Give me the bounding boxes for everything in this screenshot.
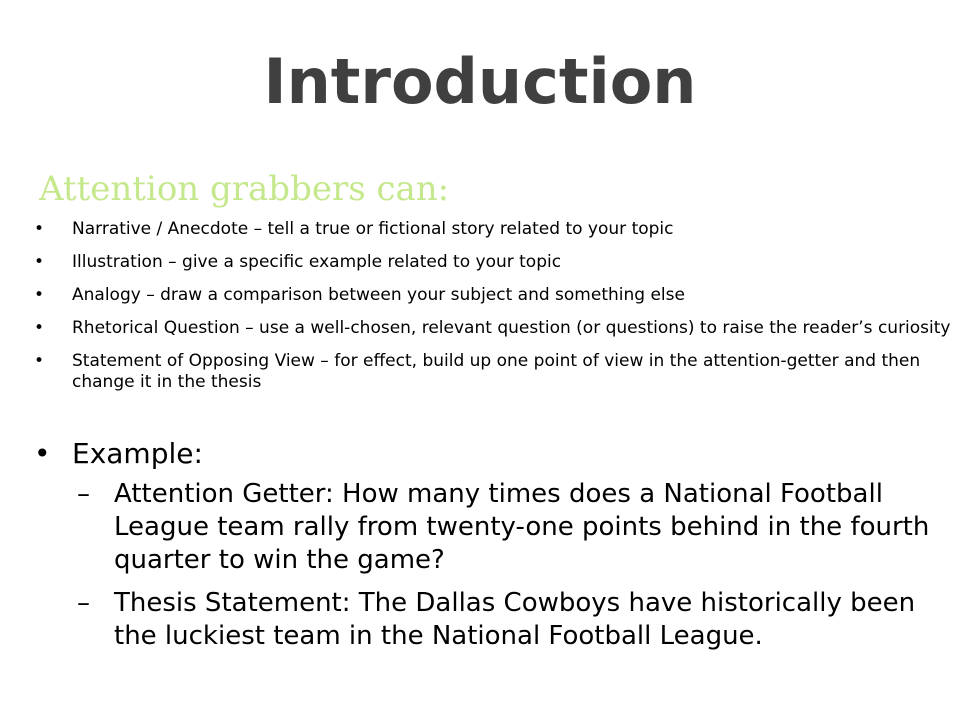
- bullet-icon: •: [34, 318, 45, 338]
- list-item: [34, 219, 954, 240]
- example-item: [34, 587, 954, 653]
- list-item-text: Statement of Opposing View – for effect, build up one point of view in the attention-getter and then change it in the thesis: [72, 351, 921, 392]
- bullet-icon: •: [34, 285, 45, 305]
- bullet-icon: •: [34, 252, 45, 272]
- example-item-text: Thesis Statement: The Dallas Cowboys have historically been the luckiest team in the National Football League.: [114, 588, 916, 651]
- attention-grabbers-list: [34, 219, 954, 405]
- slide-title: Introduction: [263, 45, 697, 118]
- example-item: [34, 478, 954, 577]
- list-item-text: Rhetorical Question – use a well-chosen, relevant question (or questions) to raise the reader’s curiosity: [72, 318, 951, 338]
- example-section: [34, 436, 954, 663]
- list-item: [34, 252, 954, 273]
- list-item: [34, 285, 954, 306]
- example-heading-text: Example:: [72, 437, 203, 470]
- list-item-text: Narrative / Anecdote – tell a true or fictional story related to your topic: [72, 219, 674, 239]
- example-heading: [34, 436, 954, 472]
- bullet-icon: •: [34, 219, 45, 239]
- list-item: [34, 318, 954, 339]
- slide-subtitle: Attention grabbers can:: [39, 169, 450, 209]
- dash-icon: –: [77, 588, 90, 618]
- list-item-text: Illustration – give a specific example related to your topic: [72, 252, 562, 272]
- example-list: [34, 478, 954, 653]
- list-item: [34, 351, 954, 393]
- dash-icon: –: [77, 479, 90, 509]
- bullet-icon: •: [34, 351, 45, 371]
- list-item-text: Analogy – draw a comparison between your subject and something else: [72, 285, 685, 305]
- example-item-text: Attention Getter: How many times does a National Football League team rally from twenty-one points behind in the fourth quarter to win the game?: [114, 479, 930, 575]
- bullet-icon: •: [34, 437, 51, 470]
